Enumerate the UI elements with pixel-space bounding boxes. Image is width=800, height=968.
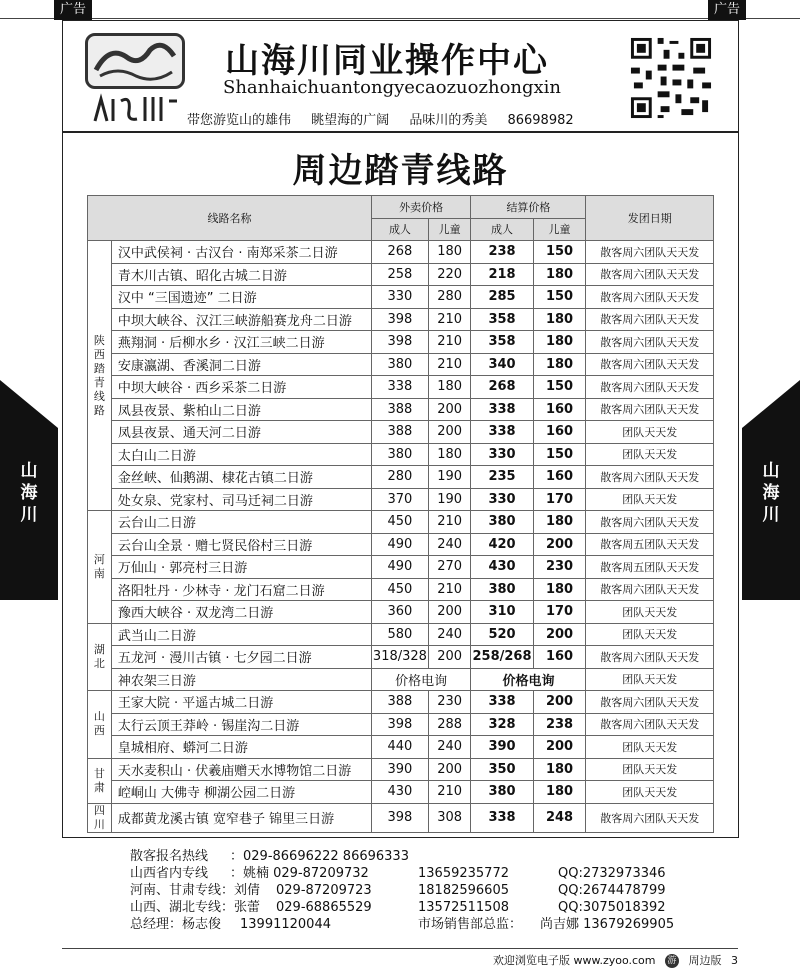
edition-label: 周边版: [688, 954, 722, 967]
mountain-logo-icon: [85, 33, 185, 89]
company-pinyin: Shanhaichuantongyecaozuozhongxin: [223, 77, 562, 98]
contact-mobile: 13659235772: [418, 866, 509, 881]
outside-child-price: 230: [428, 691, 470, 714]
route-name: 崆峒山 大佛寺 柳湖公园二日游: [111, 781, 371, 804]
outside-adult-price: 398: [371, 308, 428, 331]
page-number: 3: [731, 954, 738, 967]
outside-child-price: 240: [428, 623, 470, 646]
departure-schedule: 散客周六团队天天发: [586, 713, 714, 736]
outside-adult-price: 388: [371, 421, 428, 444]
outside-child-price: 200: [428, 398, 470, 421]
settle-adult-price: 420: [471, 533, 533, 556]
settle-child-price: 160: [533, 466, 586, 489]
settle-child-price: 200: [533, 736, 586, 759]
outside-child-price: 210: [428, 331, 470, 354]
table-row: [88, 421, 714, 444]
settle-child-price: 150: [533, 443, 586, 466]
region-label: 陕西踏青线路: [88, 241, 112, 511]
side-banner-right: [742, 380, 800, 600]
footer-welcome-link[interactable]: 欢迎浏览电子版 www.zyoo.com: [492, 954, 656, 967]
settle-child-price: 150: [533, 286, 586, 309]
slogan: [187, 109, 590, 128]
contact-qq: QQ:3075018392: [558, 900, 666, 915]
outside-adult-price: 380: [371, 353, 428, 376]
departure-schedule: 散客周六团队天天发: [586, 691, 714, 714]
brand-script-logo-icon: [91, 91, 181, 127]
settle-child-price: 230: [533, 556, 586, 579]
settle-child-price: 180: [533, 353, 586, 376]
route-name: 五龙河 · 漫川古镇 · 七夕园二日游: [111, 646, 371, 669]
contact-mobile: 13572511508: [418, 900, 509, 915]
outside-child-price: 210: [428, 578, 470, 601]
table-row: [88, 488, 714, 511]
settle-adult-price: 235: [471, 466, 533, 489]
outside-child-price: 180: [428, 376, 470, 399]
departure-schedule: 散客周六团队天天发: [586, 353, 714, 376]
departure-schedule: 散客周六团队天天发: [586, 803, 714, 832]
settle-child-price: 160: [533, 398, 586, 421]
outside-adult-price: 330: [371, 286, 428, 309]
settle-child-price: 200: [533, 533, 586, 556]
settle-child-price: 180: [533, 511, 586, 534]
settle-adult-price: 218: [471, 263, 533, 286]
outside-adult-price: 388: [371, 691, 428, 714]
region-label: 山西: [88, 691, 112, 759]
table-row: [88, 241, 714, 264]
table-row: [88, 263, 714, 286]
route-name: 汉中 “三国遗迹” 二日游: [111, 286, 371, 309]
route-name: 万仙山 · 郭亮村三日游: [111, 556, 371, 579]
region-label: 四川: [88, 803, 112, 832]
contact-label: 河南、甘肃专线：刘倩: [130, 883, 261, 898]
contact-mobile: 尚吉娜 13679269905: [540, 917, 675, 932]
settle-child-price: 160: [533, 646, 586, 669]
route-name: 豫西大峡谷 · 双龙湾二日游: [111, 601, 371, 624]
outside-adult-price: 490: [371, 556, 428, 579]
departure-schedule: 团队天天发: [586, 488, 714, 511]
departure-schedule: 团队天天发: [586, 443, 714, 466]
table-row: [88, 668, 714, 691]
outside-adult-price: 440: [371, 736, 428, 759]
settle-adult-price: 338: [471, 421, 533, 444]
settle-adult-price: 430: [471, 556, 533, 579]
contact-qq: QQ:2674478799: [558, 883, 666, 898]
outside-child-price: 190: [428, 488, 470, 511]
table-row: [88, 578, 714, 601]
table-row: [88, 736, 714, 759]
settle-adult-price: 338: [471, 691, 533, 714]
departure-schedule: 团队天天发: [586, 601, 714, 624]
settle-child-price: 170: [533, 601, 586, 624]
page-title: 周边踏青线路: [292, 151, 509, 191]
outside-child-price: 308: [428, 803, 470, 832]
departure-schedule: 团队天天发: [586, 758, 714, 781]
side-banner-left: [0, 380, 58, 600]
departure-schedule: 散客周六团队天天发: [586, 398, 714, 421]
settle-adult-price: 340: [471, 353, 533, 376]
route-name: 凤县夜景、通天河二日游: [111, 421, 371, 444]
route-name: 王家大院 · 平遥古城二日游: [111, 691, 371, 714]
settle-child-price: 200: [533, 623, 586, 646]
outside-child-price: 180: [428, 241, 470, 264]
settle-adult-price: 358: [471, 331, 533, 354]
settle-child-price: 170: [533, 488, 586, 511]
route-name: 中坝大峡谷 · 西乡采茶二日游: [111, 376, 371, 399]
table-row: [88, 691, 714, 714]
outside-child-price: 240: [428, 533, 470, 556]
departure-schedule: 散客周六团队天天发: [586, 646, 714, 669]
route-name: 神农架三日游: [111, 668, 371, 691]
settle-adult-price: 258/268: [471, 646, 533, 669]
settle-adult-price: 338: [471, 803, 533, 832]
outside-adult-price: 338: [371, 376, 428, 399]
outside-child-price: 190: [428, 466, 470, 489]
table-row: [88, 758, 714, 781]
contact-label: 山西省内专线: [130, 866, 209, 881]
header-banner: [62, 20, 739, 132]
route-name: 青木川古镇、昭化古城二日游: [111, 263, 371, 286]
route-name: 太白山二日游: [111, 443, 371, 466]
settle-price-header: 结算价格: [471, 196, 586, 219]
departure-schedule: 散客周五团队天天发: [586, 533, 714, 556]
route-name: 天水麦积山 · 伏羲庙赠天水博物馆二日游: [111, 758, 371, 781]
settle-adult-price: 350: [471, 758, 533, 781]
contact-label: 市场销售部总监：: [418, 917, 523, 932]
outside-adult-price: 490: [371, 533, 428, 556]
table-row: [88, 713, 714, 736]
contact-label: 总经理：杨志俊: [130, 917, 222, 932]
settle-child-price: 180: [533, 308, 586, 331]
table-row: [88, 646, 714, 669]
settle-child-price: 180: [533, 578, 586, 601]
outside-child-price: 220: [428, 263, 470, 286]
settle-child-price: 180: [533, 781, 586, 804]
outside-adult-price: 390: [371, 758, 428, 781]
settle-adult-price: 380: [471, 511, 533, 534]
outside-adult-price: 450: [371, 578, 428, 601]
departure-schedule: 团队天天发: [586, 623, 714, 646]
outside-adult-price: 258: [371, 263, 428, 286]
slogan-part: 带您游览山的雄伟: [187, 113, 292, 128]
table-row: [88, 556, 714, 579]
contact-label: 散客报名热线: [130, 849, 209, 864]
departure-schedule: 团队天天发: [586, 736, 714, 759]
route-name: 处女泉、党家村、司马迁祠二日游: [111, 488, 371, 511]
table-row: [88, 781, 714, 804]
route-name: 洛阳牡丹 · 少林寺 · 龙门石窟二日游: [111, 578, 371, 601]
settle-child-price: 150: [533, 241, 586, 264]
departure-schedule: 散客周六团队天天发: [586, 578, 714, 601]
header-phone: 86698982: [507, 113, 574, 128]
table-row: [88, 331, 714, 354]
settle-child-price: 180: [533, 331, 586, 354]
settle-adult-price: 268: [471, 376, 533, 399]
route-name: 云台山二日游: [111, 511, 371, 534]
route-name: 凤县夜景、紫柏山二日游: [111, 398, 371, 421]
table-row: [88, 308, 714, 331]
outside-adult-price: 398: [371, 331, 428, 354]
adult-header: 成人: [471, 218, 533, 241]
table-row: [88, 376, 714, 399]
settle-child-price: 200: [533, 691, 586, 714]
footer-bar: [0, 940, 800, 966]
outside-adult-price: 268: [371, 241, 428, 264]
outside-adult-price: 430: [371, 781, 428, 804]
outside-adult-price: 318/328: [371, 646, 428, 669]
company-title: 山海川同业操作中心: [225, 41, 549, 81]
outside-child-price: 210: [428, 781, 470, 804]
child-header: 儿童: [533, 218, 586, 241]
outside-adult-price: 360: [371, 601, 428, 624]
departure-schedule: 散客周五团队天天发: [586, 556, 714, 579]
settle-adult-price: 330: [471, 443, 533, 466]
settle-child-price: 180: [533, 263, 586, 286]
outside-adult-price: 370: [371, 488, 428, 511]
slogan-part: 品味川的秀美: [409, 113, 488, 128]
departure-schedule: 散客周六团队天天发: [586, 331, 714, 354]
table-row: [88, 803, 714, 832]
contact-label: 山西、湖北专线：张蕾: [130, 900, 261, 915]
outside-adult-price: 398: [371, 713, 428, 736]
departure-schedule: 团队天天发: [586, 781, 714, 804]
route-name: 成都黄龙溪古镇 宽窄巷子 锦里三日游: [111, 803, 371, 832]
settle-child-price: 150: [533, 376, 586, 399]
outside-child-price: 200: [428, 758, 470, 781]
settle-child-price: 248: [533, 803, 586, 832]
settle-child-price: 180: [533, 758, 586, 781]
outside-child-price: 200: [428, 421, 470, 444]
adult-header: 成人: [371, 218, 428, 241]
departure-schedule: 散客周六团队天天发: [586, 466, 714, 489]
outside-child-price: 210: [428, 308, 470, 331]
departure-schedule: 散客周六团队天天发: [586, 263, 714, 286]
departure-schedule: 散客周六团队天天发: [586, 308, 714, 331]
slogan-part: 眺望海的广阔: [311, 113, 390, 128]
route-name-header: 线路名称: [88, 196, 372, 241]
contact-phone: 029-87209723: [276, 883, 372, 898]
settle-adult-price: 330: [471, 488, 533, 511]
departure-schedule: 散客周六团队天天发: [586, 511, 714, 534]
publication-mark-icon: 游: [665, 954, 679, 968]
side-banner-left-text: 山海川: [20, 461, 38, 525]
outside-child-price: 270: [428, 556, 470, 579]
departure-schedule: 团队天天发: [586, 668, 714, 691]
route-name: 中坝大峡谷、汉江三峡游船赛龙舟二日游: [111, 308, 371, 331]
contact-phone: 13991120044: [240, 917, 331, 932]
outside-child-price: 240: [428, 736, 470, 759]
table-row: [88, 398, 714, 421]
qr-code-icon[interactable]: [628, 35, 714, 121]
route-name: 皇城相府、蟒河二日游: [111, 736, 371, 759]
route-name: 云台山全景 · 赠七贤民俗村三日游: [111, 533, 371, 556]
child-header: 儿童: [428, 218, 470, 241]
outside-child-price: 200: [428, 601, 470, 624]
settle-adult-price: 358: [471, 308, 533, 331]
settle-adult-price: 380: [471, 578, 533, 601]
outside-adult-price: 280: [371, 466, 428, 489]
settle-adult-price: 328: [471, 713, 533, 736]
region-label: 河南: [88, 511, 112, 624]
settle-adult-price: 390: [471, 736, 533, 759]
outside-child-price: 210: [428, 353, 470, 376]
departure-header: 发团日期: [586, 196, 714, 241]
route-name: 安康瀛湖、香溪洞二日游: [111, 353, 371, 376]
outside-adult-price: 450: [371, 511, 428, 534]
settle-adult-price: 338: [471, 398, 533, 421]
table-row: [88, 511, 714, 534]
departure-schedule: 团队天天发: [586, 421, 714, 444]
contact-qq: QQ:2732973346: [558, 866, 666, 881]
route-price-table: [87, 195, 714, 833]
table-row: [88, 286, 714, 309]
table-header-row: [88, 196, 714, 219]
route-name: 太行云顶王莽岭 · 锡崖沟二日游: [111, 713, 371, 736]
price-inquiry: 价格电询: [471, 668, 586, 691]
price-inquiry: 价格电询: [371, 668, 470, 691]
top-rule: [0, 18, 800, 19]
region-label: 甘肃: [88, 758, 112, 803]
table-row: [88, 533, 714, 556]
settle-adult-price: 310: [471, 601, 533, 624]
outside-adult-price: 380: [371, 443, 428, 466]
outside-adult-price: 580: [371, 623, 428, 646]
route-name: 燕翔洞 · 后柳水乡 · 汉江三峡二日游: [111, 331, 371, 354]
outside-child-price: 180: [428, 443, 470, 466]
table-row: [88, 466, 714, 489]
table-row: [88, 443, 714, 466]
table-row: [88, 623, 714, 646]
route-name: 武当山二日游: [111, 623, 371, 646]
ad-label-right: 广告: [708, 0, 746, 20]
settle-adult-price: 380: [471, 781, 533, 804]
table-row: [88, 353, 714, 376]
ad-label-left: 广告: [54, 0, 92, 20]
settle-child-price: 160: [533, 421, 586, 444]
route-name: 金丝峡、仙鹅湖、棣花古镇二日游: [111, 466, 371, 489]
outside-adult-price: 388: [371, 398, 428, 421]
settle-adult-price: 238: [471, 241, 533, 264]
outside-child-price: 210: [428, 511, 470, 534]
outside-child-price: 280: [428, 286, 470, 309]
outside-child-price: 200: [428, 646, 470, 669]
outside-price-header: 外卖价格: [371, 196, 470, 219]
outside-child-price: 288: [428, 713, 470, 736]
contact-mobile: 18182596605: [418, 883, 509, 898]
settle-adult-price: 520: [471, 623, 533, 646]
route-name: 汉中武侯祠 · 古汉台 · 南郑采茶二日游: [111, 241, 371, 264]
contact-phone: ：姚楠 029-87209732: [230, 866, 369, 881]
departure-schedule: 散客周六团队天天发: [586, 241, 714, 264]
settle-child-price: 238: [533, 713, 586, 736]
table-row: [88, 601, 714, 624]
route-table-body: [88, 241, 714, 833]
departure-schedule: 散客周六团队天天发: [586, 376, 714, 399]
route-panel: [62, 132, 739, 838]
outside-adult-price: 398: [371, 803, 428, 832]
side-banner-right-text: 山海川: [762, 461, 780, 525]
contact-phone: ：029-86696222 86696333: [230, 849, 409, 864]
settle-adult-price: 285: [471, 286, 533, 309]
footer-rule: [62, 948, 738, 949]
region-label: 湖北: [88, 623, 112, 691]
contact-phone: 029-68865529: [276, 900, 372, 915]
departure-schedule: 散客周六团队天天发: [586, 286, 714, 309]
